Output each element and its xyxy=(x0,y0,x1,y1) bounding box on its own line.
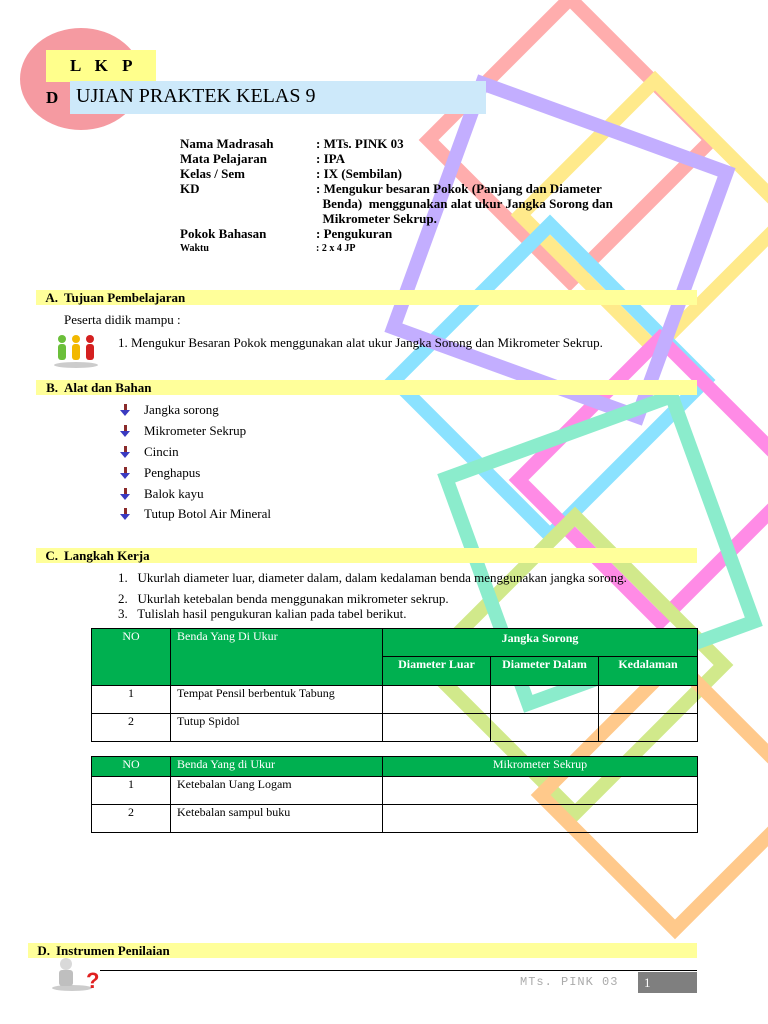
step-item: 1. Ukurlah diameter luar, diameter dalam, dalam kedalaman benda menggunakan jangka sorong. xyxy=(118,570,627,585)
info-row xyxy=(180,166,668,181)
info-label: Nama Madrasah xyxy=(180,136,274,151)
section-letter: B. xyxy=(46,380,58,395)
table-subheader: Kedalaman xyxy=(599,657,698,686)
table-header-no: NO xyxy=(92,757,171,777)
table-row xyxy=(92,777,698,805)
question-figure-icon xyxy=(44,950,106,992)
section-b-header xyxy=(36,380,697,395)
info-label: Kelas / Sem xyxy=(180,166,245,181)
list-item xyxy=(120,442,271,463)
info-value: Benda) menggunakan alat ukur Jangka Sorong dan xyxy=(316,196,613,211)
table-row xyxy=(92,714,698,742)
table-header-group: Mikrometer Sekrup xyxy=(383,757,698,777)
table-subheader: Diameter Luar xyxy=(383,657,491,686)
table-cell-input[interactable] xyxy=(491,686,599,714)
info-value: : MTs. PINK 03 xyxy=(316,136,404,151)
arrow-bullet-icon xyxy=(120,467,132,479)
table-cell-no: 1 xyxy=(92,686,171,714)
list-item xyxy=(120,421,271,442)
svg-text:?: ? xyxy=(86,968,100,992)
section-a-intro: Peserta didik mampu : xyxy=(64,312,181,327)
list-item-label: Tutup Botol Air Mineral xyxy=(144,506,272,522)
table-cell-input[interactable] xyxy=(383,805,698,833)
section-title: Instrumen Penilaian xyxy=(56,943,170,958)
list-item-label: Penghapus xyxy=(144,464,201,480)
info-value: : IPA xyxy=(316,151,346,166)
info-label: KD xyxy=(180,181,200,196)
section-letter: D. xyxy=(37,943,50,958)
footer-school: MTs. PINK 03 xyxy=(520,975,619,989)
people-icon xyxy=(52,333,108,369)
table-cell-no: 1 xyxy=(92,777,171,805)
info-value: : Pengukuran xyxy=(316,226,393,241)
info-row xyxy=(180,211,668,226)
materials-list xyxy=(120,400,271,525)
table-header-benda: Benda Yang Di Ukur xyxy=(171,629,383,686)
info-block xyxy=(180,136,668,256)
lkpd-label: L K P D xyxy=(46,50,156,82)
section-letter: C. xyxy=(45,548,58,563)
table-row xyxy=(92,805,698,833)
section-title: Langkah Kerja xyxy=(64,548,150,563)
section-title: Alat dan Bahan xyxy=(64,380,152,395)
table-cell-input[interactable] xyxy=(599,686,698,714)
table-header-no: NO xyxy=(92,629,171,686)
info-row xyxy=(180,196,668,211)
info-label xyxy=(180,196,316,211)
arrow-bullet-icon xyxy=(120,508,132,520)
table-cell-input[interactable] xyxy=(383,686,491,714)
footer-divider xyxy=(100,970,697,971)
info-label: Pokok Bahasan xyxy=(180,226,267,241)
jangka-sorong-table xyxy=(91,628,698,742)
arrow-bullet-icon xyxy=(120,446,132,458)
table-cell-name: Tempat Pensil berbentuk Tabung xyxy=(171,686,383,714)
arrow-bullet-icon xyxy=(120,488,132,500)
list-item xyxy=(120,462,271,483)
section-title: Tujuan Pembelajaran xyxy=(64,290,186,305)
section-a-header xyxy=(36,290,697,305)
list-item-label: Balok kayu xyxy=(144,485,204,501)
info-label: Waktu xyxy=(180,243,209,254)
step-item: 2. Ukurlah ketebalan benda menggunakan mikrometer sekrup. xyxy=(118,591,449,606)
info-label: Mata Pelajaran xyxy=(180,151,268,166)
section-a-item: 1. Mengukur Besaran Pokok menggunakan alat ukur Jangka Sorong dan Mikrometer Sekrup. xyxy=(118,335,603,350)
page-number: 1 xyxy=(638,972,697,993)
table-cell-input[interactable] xyxy=(383,777,698,805)
info-value: : 2 x 4 JP xyxy=(316,243,356,254)
table-cell-no: 2 xyxy=(92,714,171,742)
mikrometer-table xyxy=(91,756,698,833)
table-cell-name: Ketebalan Uang Logam xyxy=(171,777,383,805)
list-item-label: Jangka sorong xyxy=(144,402,219,418)
info-row xyxy=(180,241,668,256)
table-cell-name: Ketebalan sampul buku xyxy=(171,805,383,833)
table-header-group: Jangka Sorong xyxy=(383,629,698,657)
table-row xyxy=(92,686,698,714)
list-item xyxy=(120,504,271,525)
list-item-label: Cincin xyxy=(144,443,179,459)
info-row xyxy=(180,136,668,151)
table-cell-name: Tutup Spidol xyxy=(171,714,383,742)
info-row xyxy=(180,181,668,196)
info-label xyxy=(180,211,316,226)
section-letter: A. xyxy=(45,290,58,305)
table-header-benda: Benda Yang di Ukur xyxy=(171,757,383,777)
info-value: : IX (Sembilan) xyxy=(316,166,402,181)
section-d-header xyxy=(28,943,697,958)
table-cell-input[interactable] xyxy=(599,714,698,742)
list-item-label: Mikrometer Sekrup xyxy=(144,423,247,439)
list-item xyxy=(120,400,271,421)
arrow-bullet-icon xyxy=(120,425,132,437)
info-value: Mikrometer Sekrup. xyxy=(316,211,437,226)
page-title: UJIAN PRAKTEK KELAS 9 xyxy=(70,81,486,114)
info-row xyxy=(180,151,668,166)
section-c-header xyxy=(36,548,697,563)
list-item xyxy=(120,483,271,504)
table-cell-no: 2 xyxy=(92,805,171,833)
arrow-bullet-icon xyxy=(120,404,132,416)
info-row xyxy=(180,226,668,241)
table-cell-input[interactable] xyxy=(491,714,599,742)
step-item: 3. Tulislah hasil pengukuran kalian pada tabel berikut. xyxy=(118,606,407,621)
table-cell-input[interactable] xyxy=(383,714,491,742)
info-value: : Mengukur besaran Pokok (Panjang dan Diameter xyxy=(316,181,602,196)
table-subheader: Diameter Dalam xyxy=(491,657,599,686)
